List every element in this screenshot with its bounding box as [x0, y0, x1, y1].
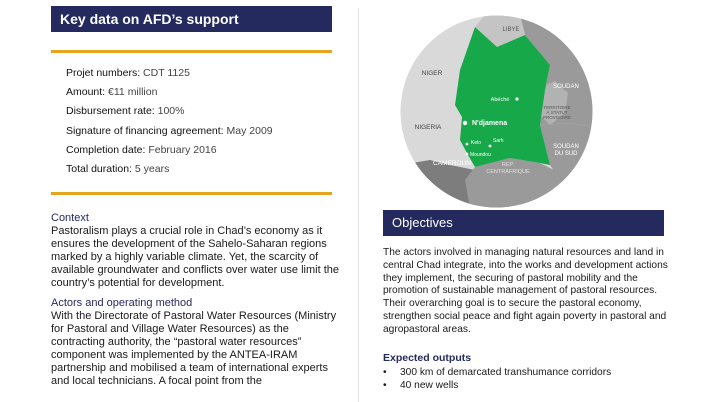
map-label-rep-line2: CENTRAFRIQUE — [486, 169, 530, 175]
list-item — [383, 379, 675, 392]
key-data-value: May 2009 — [226, 124, 273, 137]
key-data-label: Disbursement rate: — [66, 105, 155, 118]
map-label-kelo: Kelo — [471, 140, 482, 146]
expected-outputs-list — [383, 366, 675, 392]
map-label-soudan: SOUDAN — [553, 84, 579, 90]
map-label-soudan-sud-line1: SOUDAN — [553, 144, 579, 150]
key-data-label: Signature of financing agreement: — [66, 124, 224, 137]
map-label-nigeria: NIGERIA — [414, 124, 442, 131]
key-data-row — [66, 102, 336, 121]
actors-title: Actors and operating method — [51, 297, 193, 309]
map-label-rep-line1: REP. — [501, 162, 515, 168]
chad-map-graphic — [400, 15, 593, 208]
objectives-body: The actors involved in managing natural resources and land in central Chad integrate, into the works and development actions they implement, the securing of pastoral mobility and the promotion of sustainable management of pastoral resources. Their overarching goal is to secure the pastoral economy, strengthen social peace and fight again poverty in pastoral and agropastoral areas. — [383, 247, 668, 335]
context-title: Context — [51, 212, 89, 224]
list-item — [383, 366, 675, 379]
key-data-label: Completion date: — [66, 143, 146, 156]
key-data-label: Total duration: — [66, 163, 132, 176]
key-data-value: 100% — [157, 105, 185, 118]
map-label-ndjamena: N'djamena — [472, 120, 508, 127]
map-label-sarh: Sarh — [493, 138, 504, 144]
map-label-abeche: Abéché — [490, 97, 510, 103]
key-data-list — [66, 64, 336, 179]
objectives-header: Objectives — [383, 210, 664, 236]
key-data-value: €11 million — [108, 86, 158, 99]
actors-body: With the Directorate of Pastoral Water Resources (Ministry for Pastoral and Village Water Resources) as the contracting authority, the “pastoral water resources” component was implemented by the ANTEA-IRAM partnership and mobilised a team of international experts and local technicians. A focal point from the — [51, 310, 337, 387]
expected-outputs-title: Expected outputs — [383, 351, 472, 364]
list-item-text: 300 km of demarcated transhumance corridors — [400, 366, 612, 378]
context-body: Pastoralism plays a crucial role in Chad’s economy as it ensures the development of the Sahelo-Saharan regions marked by a highly variable climate. Yet, the scarcity of available groundwater and conflicts over water use limit the country’s potential for development. — [51, 225, 339, 289]
map-label-soudan-sud-line2: DU SUD — [554, 151, 578, 157]
map-label-moundou: Moundou — [470, 152, 491, 158]
city-dot-sarh — [489, 145, 492, 148]
chad-map — [400, 15, 593, 208]
key-data-label: Projet numbers: — [66, 67, 141, 79]
key-data-value: February 2016 — [148, 143, 217, 156]
key-data-row — [66, 160, 336, 179]
key-data-label: Amount: — [66, 86, 106, 99]
map-label-niger: NIGER — [421, 70, 443, 77]
bullet-marker: • — [383, 379, 387, 391]
city-dot-kelo — [466, 143, 469, 146]
key-data-row — [66, 141, 336, 160]
key-data-row — [66, 83, 336, 102]
left-column — [51, 212, 341, 395]
map-label-cameroun: CAMEROUN — [433, 160, 471, 167]
key-data-header: Key data on AFD’s support — [51, 6, 332, 32]
map-label-territoire-line1: TERRITOIRE — [543, 105, 571, 110]
key-data-value: 5 years — [134, 163, 170, 176]
city-dot-moundou — [466, 153, 469, 156]
key-data-row — [66, 122, 336, 141]
map-label-libye: LIBYE — [502, 27, 520, 33]
city-dot-abeche — [515, 97, 518, 100]
bullet-marker: • — [383, 366, 387, 378]
column-divider — [358, 8, 359, 402]
map-label-territoire-line2: À STATUT — [546, 110, 568, 115]
key-data-top-rule — [51, 50, 332, 53]
key-data-row — [66, 64, 336, 83]
map-label-territoire-line3: PROVISOIRE — [542, 115, 572, 120]
list-item-text: 40 new wells — [400, 379, 459, 391]
right-column — [383, 247, 675, 392]
key-data-value: CDT 1125 — [143, 67, 190, 79]
city-dot-ndjamena — [463, 121, 467, 125]
key-data-bottom-rule — [51, 192, 332, 195]
